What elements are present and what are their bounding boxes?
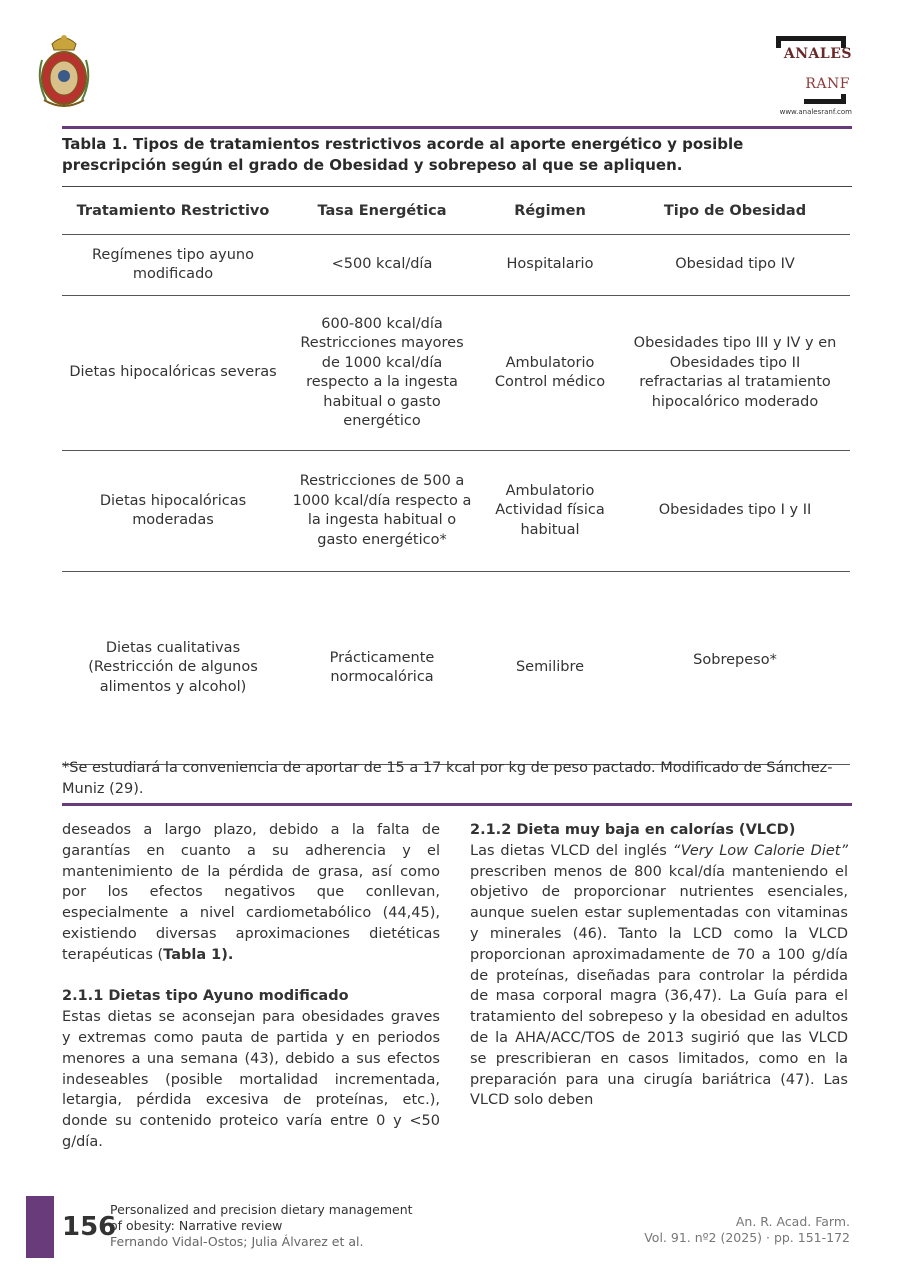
article-reference — [110, 1202, 413, 1250]
col-header-energy-rate: Tasa Energética — [284, 188, 480, 235]
table-footnote: *Se estudiará la conveniencia de aportar de 15 a 17 kcal por kg de peso pactado. Modificado de Sánchez-Muniz (29). — [62, 760, 833, 797]
italic-term: “Very Low Calorie Diet” — [672, 842, 848, 859]
right-text-column — [470, 820, 848, 1111]
table-cell: Prácticamente normocalórica — [284, 572, 480, 765]
brand-bracket-bottom — [804, 94, 846, 104]
table-cell: Obesidades tipo III y IV y en Obesidades tipo II refractarias al tratamiento hipocalórico moderado — [620, 296, 850, 451]
left-text-column — [62, 820, 440, 1153]
table-cell: Dietas hipocalóricas severas — [62, 296, 284, 451]
table-caption: Tabla 1. Tipos de tratamientos restrictivos acorde al aporte energético y posible prescripción según el grado de Obesidad y sobrepeso al que se apliquen. — [62, 135, 744, 174]
journal-name: An. R. Acad. Farm. — [735, 1214, 850, 1229]
table-top-rule — [62, 186, 852, 187]
col-header-regime: Régimen — [480, 188, 620, 235]
brand-name-top: ANALES — [783, 46, 852, 62]
section-heading: 2.1.1 Dietas tipo Ayuno modificado — [62, 988, 349, 1005]
page-number: 156 — [62, 1212, 117, 1242]
academy-crest-logo — [34, 30, 94, 112]
journal-reference — [644, 1214, 850, 1246]
table-row — [62, 572, 850, 765]
table-cell: 600-800 kcal/día Restricciones mayores de 1000 kcal/día respecto a la ingesta habitual o gasto energético — [284, 296, 480, 451]
paragraph-text: prescriben menos de 800 kcal/día manteniendo el objetivo de proporcionar nutrientes esenciales, aunque suelen estar suplementadas con vitaminas y minerales (46). Tanto la LCD como la VLCD proporcionan aproximadamente de 70 a 100 g/día de proteínas, diseñadas para controlar la pérdida de masa corporal magra (36,47). La Guía para el tratamiento del sobrepeso y la obesidad en adultos de la AHA/ACC/TOS de 2013 sugirió que las VLCD se prescribieran en casos limitados, como en la preparación para una cirugía bariátrica (47). Las VLCD solo deben — [470, 863, 848, 1109]
bottom-accent-rule — [62, 803, 852, 806]
table-cell: Regímenes tipo ayuno modificado — [62, 235, 284, 296]
table-header-row — [62, 188, 850, 235]
table-reference: Tabla 1). — [163, 946, 234, 963]
treatment-table — [62, 188, 850, 765]
journal-url: www.analesranf.com — [779, 108, 852, 116]
article-title-line-2: of obesity: Narrative review — [110, 1218, 283, 1233]
brand-name-bottom: RANF — [805, 76, 850, 92]
paragraph — [62, 820, 440, 966]
article-title-line-1: Personalized and precision dietary management — [110, 1202, 413, 1217]
table-cell: Ambulatorio Control médico — [480, 296, 620, 451]
journal-volume: Vol. 91. nº2 (2025) · pp. 151-172 — [644, 1230, 850, 1245]
table-cell: Dietas cualitativas (Restricción de algunos alimentos y alcohol) — [62, 572, 284, 765]
table-cell: <500 kcal/día — [284, 235, 480, 296]
article-authors: Fernando Vidal-Ostos; Julia Álvarez et al. — [110, 1234, 364, 1249]
table-cell: Hospitalario — [480, 235, 620, 296]
paragraph-text: Las dietas VLCD del inglés — [470, 842, 673, 859]
table-cell: Semilibre — [480, 572, 620, 765]
table-cell: Restricciones de 500 a 1000 kcal/día respecto a la ingesta habitual o gasto energético* — [284, 451, 480, 572]
table-cell: Obesidad tipo IV — [620, 235, 850, 296]
table-row — [62, 296, 850, 451]
col-header-treatment: Tratamiento Restrictivo — [62, 188, 284, 235]
paragraph: Estas dietas se aconsejan para obesidades graves y extremas como pauta de partida y en periodos menores a una semana (43), debido a sus efectos indeseables (posible mortalidad incrementada, letargia, pérdida excesiva de proteínas, etc.), donde su contenido proteico varía entre 0 y <50 g/día. — [62, 1009, 440, 1150]
paragraph — [470, 841, 848, 1111]
table-row — [62, 451, 850, 572]
table-row — [62, 235, 850, 296]
paragraph-text: deseados a largo plazo, debido a la falta de garantías en cuanto a su adherencia y el mantenimiento de la pérdida de grasa, así como por los efectos negativos que conllevan, especialmente a nivel cardiometabólico (44,45), existiendo diversas aproximaciones dietéticas terapéuticas ( — [62, 822, 440, 963]
table-cell: Sobrepeso* — [620, 572, 850, 765]
table-cell: Ambulatorio Actividad física habitual — [480, 451, 620, 572]
page-number-bar — [26, 1196, 54, 1258]
col-header-obesity-type: Tipo de Obesidad — [620, 188, 850, 235]
table-cell: Obesidades tipo I y II — [620, 451, 850, 572]
top-accent-rule — [62, 126, 852, 129]
table-cell: Dietas hipocalóricas moderadas — [62, 451, 284, 572]
journal-brand-logo — [738, 30, 856, 122]
section-heading: 2.1.2 Dieta muy baja en calorías (VLCD) — [470, 822, 796, 838]
